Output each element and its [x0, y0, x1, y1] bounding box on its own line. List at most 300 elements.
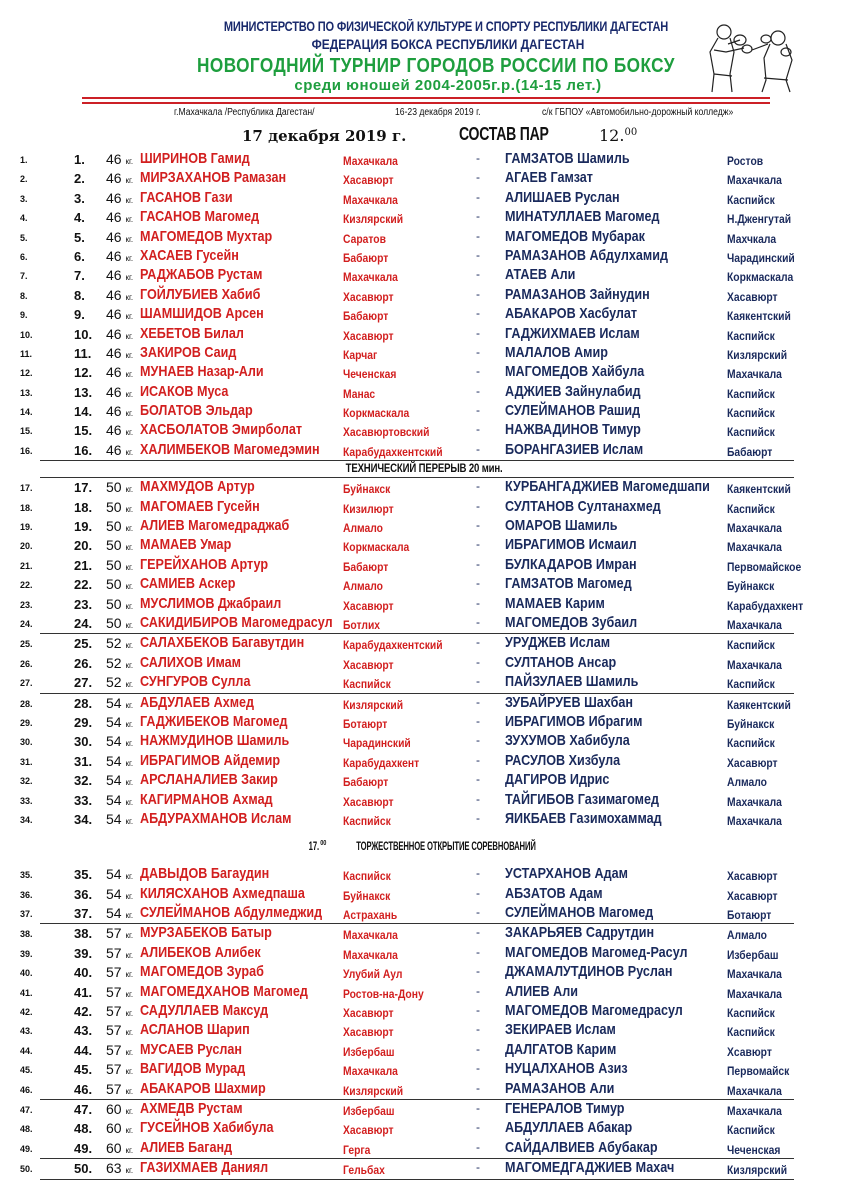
bout-row	[0, 865, 848, 884]
red-corner-boxer: ХАСБОЛАТОВ Эмирболат	[140, 421, 303, 439]
bout-number: 12.	[74, 365, 93, 381]
blue-corner-boxer: ИБРАГИМОВ Исмаил	[505, 536, 637, 554]
bout-row	[0, 208, 848, 227]
red-corner-boxer: ГЕРЕЙХАНОВ Артур	[140, 555, 269, 573]
versus-dash: -	[476, 791, 480, 806]
weight-class: 46 кг.	[106, 189, 134, 206]
bout-index: 27.	[20, 678, 33, 689]
blue-corner-city: Махачкала	[727, 367, 782, 382]
blue-corner-boxer: ЗАКАРЬЯЕВ Садрутдин	[505, 924, 655, 942]
versus-dash: -	[476, 1120, 480, 1135]
blue-corner-city: Каспийск	[727, 736, 775, 751]
blue-corner-boxer: МАГОМЕДОВ Хайбула	[505, 363, 645, 381]
bout-row	[0, 556, 848, 575]
red-corner-city: Коркмаскала	[343, 406, 410, 421]
blue-corner-city: Каякентский	[727, 697, 791, 712]
red-corner-boxer: МУСЛИМОВ Джабраил	[140, 594, 282, 612]
blue-corner-boxer: МАГОМЕДГАДЖИЕВ Махач	[505, 1159, 675, 1177]
bout-row	[0, 536, 848, 555]
weight-class: 50 кг.	[106, 498, 134, 515]
weight-class: 52 кг.	[106, 635, 134, 652]
red-corner-city: Хасавюрт	[343, 328, 394, 343]
weight-class: 57 кг.	[106, 1003, 134, 1020]
red-corner-boxer: МУНАЕВ Назар-Али	[140, 363, 264, 381]
bout-number: 3.	[74, 190, 85, 206]
bout-number: 20.	[74, 538, 93, 554]
weight-class: 63 кг.	[106, 1160, 134, 1177]
red-corner-city: Ростов-на-Дону	[343, 986, 424, 1001]
weight-class: 54 кг.	[106, 905, 134, 922]
red-corner-city: Избербаш	[343, 1103, 395, 1118]
bout-index: 40.	[20, 968, 33, 979]
blue-corner-boxer: МИНАТУЛЛАЕВ Магомед	[505, 208, 660, 226]
versus-dash: -	[476, 286, 480, 301]
red-corner-boxer: ГАЗИХМАЕВ Даниял	[140, 1159, 269, 1177]
blue-corner-boxer: УСТАРХАНОВ Адам	[505, 865, 628, 883]
red-corner-city: Хасавюрт	[343, 1123, 394, 1138]
bout-number: 2.	[74, 171, 85, 187]
weight-class: 46 кг.	[106, 364, 134, 381]
blue-corner-boxer: НУЦАЛХАНОВ Азиз	[505, 1060, 628, 1078]
page-title: СОСТАВ ПАР	[459, 124, 549, 144]
blue-corner-boxer: АТАЕВ Али	[505, 266, 576, 284]
red-corner-boxer: КАГИРМАНОВ Ахмад	[140, 790, 273, 808]
blue-corner-boxer: МАГОМЕДОВ Магомед-Расул	[505, 943, 688, 961]
versus-dash: -	[476, 306, 480, 321]
blue-corner-boxer: ГАДЖИХМАЕВ Ислам	[505, 324, 640, 342]
blue-corner-city: Хасавюрт	[727, 869, 778, 884]
weight-class: 60 кг.	[106, 1120, 134, 1137]
bout-number: 34.	[74, 811, 93, 827]
blue-corner-city: Коркмаскала	[727, 270, 794, 285]
red-corner-city: Коркмаскала	[343, 540, 410, 555]
blue-corner-boxer: ДЖАМАЛУТДИНОВ Руслан	[505, 963, 673, 981]
weight-divider	[40, 1179, 794, 1180]
bout-index: 34.	[20, 814, 33, 825]
versus-dash: -	[476, 1061, 480, 1076]
event-dates: 16-23 декабря 2019 г.	[395, 107, 481, 118]
versus-dash: -	[476, 518, 480, 533]
blue-corner-boxer: ГЕНЕРАЛОВ Тимур	[505, 1099, 625, 1117]
federation-title: ФЕДЕРАЦИЯ БОКСА РЕСПУБЛИКИ ДАГЕСТАН	[311, 36, 585, 52]
red-corner-city: Махачкала	[343, 1064, 398, 1079]
red-corner-city: Хасавюрт	[343, 657, 394, 672]
red-corner-boxer: МИРЗАХАНОВ Рамазан	[140, 169, 287, 187]
bout-index: 11.	[20, 348, 33, 359]
blue-corner-boxer: АДЖИЕВ Зайнулабид	[505, 382, 641, 400]
blue-corner-boxer: ЗЕКИРАЕВ Ислам	[505, 1021, 616, 1039]
bout-row	[0, 498, 848, 517]
weight-class: 54 кг.	[106, 752, 134, 769]
red-corner-boxer: ШИРИНОВ Гамид	[140, 150, 250, 167]
bout-index: 50.	[20, 1164, 33, 1175]
bout-number: 43.	[74, 1023, 93, 1039]
bout-index: 14.	[20, 407, 33, 418]
red-corner-boxer: КИЛЯСХАНОВ Ахмедпаша	[140, 884, 305, 902]
opening-ceremony-text: 17.00 ТОРЖЕСТВЕННОЕ ОТКРЫТИЕ СОРЕВНОВАНИЙ	[308, 839, 537, 854]
red-corner-boxer: ГАДЖИБЕКОВ Магомед	[140, 712, 288, 730]
bout-number: 40.	[74, 965, 93, 981]
weight-class: 52 кг.	[106, 654, 134, 671]
versus-dash: -	[476, 654, 480, 669]
bout-number: 33.	[74, 792, 93, 808]
bout-row	[0, 441, 848, 460]
bout-number: 18.	[74, 499, 93, 515]
red-corner-boxer: АЛИЕВ Баганд	[140, 1138, 233, 1156]
blue-corner-city: Хасавюрт	[727, 755, 778, 770]
red-corner-city: Карабудахкентский	[343, 444, 443, 459]
versus-dash: -	[476, 403, 480, 418]
bout-row	[0, 1002, 848, 1021]
bout-row	[0, 478, 848, 497]
blue-corner-city: Каспийск	[727, 328, 775, 343]
versus-dash: -	[476, 209, 480, 224]
versus-dash: -	[476, 170, 480, 185]
bout-number: 45.	[74, 1062, 93, 1078]
blue-corner-boxer: АЛИЕВ Али	[505, 982, 579, 1000]
versus-dash: -	[476, 614, 480, 629]
red-corner-city: Бабаюрт	[343, 775, 389, 790]
weight-class: 54 кг.	[106, 713, 134, 730]
schedule-title-row	[0, 122, 848, 146]
blue-corner-boxer: БОРАНГАЗИЕВ Ислам	[505, 440, 644, 458]
weight-class: 46 кг.	[106, 306, 134, 323]
weight-class: 46 кг.	[106, 286, 134, 303]
red-corner-boxer: АРСЛАНАЛИЕВ Закир	[140, 771, 278, 789]
blue-corner-boxer: СУЛТАНОВ Ансар	[505, 653, 617, 671]
red-corner-city: Ботаюрт	[343, 716, 388, 731]
bout-number: 14.	[74, 404, 93, 420]
bout-row	[0, 150, 848, 169]
blue-corner-boxer: МАМАЕВ Карим	[505, 594, 605, 612]
red-corner-boxer: АСЛАНОВ Шарип	[140, 1021, 250, 1039]
bout-number: 4.	[74, 210, 85, 226]
blue-corner-city: Каспийск	[727, 1123, 775, 1138]
weight-class: 46 кг.	[106, 403, 134, 420]
versus-dash: -	[476, 1139, 480, 1154]
bout-index: 2.	[20, 174, 28, 185]
weight-class: 46 кг.	[106, 267, 134, 284]
blue-corner-city: Каякентский	[727, 482, 791, 497]
weight-class: 50 кг.	[106, 479, 134, 496]
red-corner-boxer: ГУСЕЙНОВ Хабибула	[140, 1119, 274, 1137]
red-corner-boxer: ХЕБЕТОВ Билал	[140, 324, 244, 342]
bout-row	[0, 383, 848, 402]
bout-row	[0, 595, 848, 614]
bout-number: 19.	[74, 519, 93, 535]
versus-dash: -	[476, 556, 480, 571]
bout-row	[0, 924, 848, 943]
bout-number: 10.	[74, 326, 93, 342]
red-corner-city: Кизлярский	[343, 212, 404, 227]
bout-number: 47.	[74, 1101, 93, 1117]
blue-corner-city: Махачкала	[727, 540, 782, 555]
blue-corner-city: Буйнакск	[727, 579, 775, 594]
blue-corner-boxer: ДАЛГАТОВ Карим	[505, 1040, 617, 1058]
blue-corner-city: Махачкала	[727, 657, 782, 672]
blue-corner-city: Махчкала	[727, 231, 777, 246]
blue-corner-city: Первомайское	[727, 559, 802, 574]
blue-corner-boxer: РАМАЗАНОВ Абдулхамид	[505, 246, 668, 264]
red-corner-city: Герга	[343, 1142, 371, 1157]
blue-corner-boxer: ИБРАГИМОВ Ибрагим	[505, 712, 643, 730]
blue-corner-boxer: БУЛКАДАРОВ Имран	[505, 555, 637, 573]
bout-row	[0, 1021, 848, 1040]
bout-index: 47.	[20, 1104, 33, 1115]
red-corner-boxer: ХАЛИМБЕКОВ Магомедэмин	[140, 440, 320, 458]
bout-index: 31.	[20, 756, 33, 767]
blue-corner-city: Первомайск	[727, 1064, 790, 1079]
versus-dash: -	[476, 674, 480, 689]
red-corner-boxer: РАДЖАБОВ Рустам	[140, 266, 263, 284]
versus-dash: -	[476, 1100, 480, 1115]
blue-corner-city: Каспийск	[727, 406, 775, 421]
red-corner-city: Хасавюрт	[343, 794, 394, 809]
red-corner-boxer: АЛИЕВ Магомедраджаб	[140, 517, 290, 535]
bout-row	[0, 694, 848, 713]
weight-class: 54 кг.	[106, 772, 134, 789]
bout-row	[0, 752, 848, 771]
bout-number: 44.	[74, 1042, 93, 1058]
bout-row	[0, 517, 848, 536]
opening-ceremony-note	[0, 829, 848, 865]
red-corner-city: Махачкала	[343, 928, 398, 943]
versus-dash: -	[476, 595, 480, 610]
blue-corner-boxer: РАСУЛОВ Хизбула	[505, 751, 621, 769]
bout-row	[0, 810, 848, 829]
red-corner-city: Хасавюрт	[343, 289, 394, 304]
bout-number: 13.	[74, 384, 93, 400]
bout-index: 7.	[20, 271, 28, 282]
weight-class: 46 кг.	[106, 422, 134, 439]
bout-number: 36.	[74, 886, 93, 902]
weight-class: 60 кг.	[106, 1139, 134, 1156]
versus-dash: -	[476, 364, 480, 379]
blue-corner-city: Буйнакск	[727, 716, 775, 731]
bout-row	[0, 673, 848, 692]
blue-corner-boxer: ТАЙГИБОВ Газимагомед	[505, 790, 659, 808]
blue-corner-city: Махачкала	[727, 794, 782, 809]
versus-dash: -	[476, 885, 480, 900]
blue-corner-boxer: МАГОМЕДОВ Зубаил	[505, 613, 638, 631]
red-corner-boxer: ГАСАНОВ Магомед	[140, 208, 260, 226]
blue-corner-city: Чеченская	[727, 1142, 781, 1157]
blue-corner-boxer: НАЖВАДИНОВ Тимур	[505, 421, 641, 439]
weight-class: 57 кг.	[106, 1041, 134, 1058]
bout-index: 33.	[20, 795, 33, 806]
red-corner-city: Саратов	[343, 231, 386, 246]
red-corner-boxer: АЛИБЕКОВ Алибек	[140, 943, 261, 961]
versus-dash: -	[476, 925, 480, 940]
weight-class: 46 кг.	[106, 209, 134, 226]
bout-index: 3.	[20, 193, 28, 204]
versus-dash: -	[476, 498, 480, 513]
versus-dash: -	[476, 383, 480, 398]
red-corner-boxer: МАГОМЕДОВ Зураб	[140, 963, 264, 981]
red-corner-city: Каспийск	[343, 869, 391, 884]
bout-number: 11.	[74, 345, 92, 361]
red-corner-boxer: АБДУРАХМАНОВ Ислам	[140, 809, 292, 827]
bout-index: 21.	[20, 560, 33, 571]
versus-dash: -	[476, 713, 480, 728]
red-corner-city: Каспийск	[343, 677, 391, 692]
red-corner-city: Бабаюрт	[343, 250, 389, 265]
red-corner-boxer: МАГОМАЕВ Гусейн	[140, 497, 260, 515]
bout-index: 35.	[20, 870, 33, 881]
bout-number: 48.	[74, 1121, 93, 1137]
versus-dash: -	[476, 944, 480, 959]
blue-corner-boxer: АБАКАРОВ Хасбулат	[505, 305, 638, 323]
versus-dash: -	[476, 151, 480, 165]
blue-corner-boxer: ЗУБАЙРУЕВ Шахбан	[505, 693, 633, 711]
weight-class: 46 кг.	[106, 247, 134, 264]
bout-row	[0, 963, 848, 982]
weight-class: 50 кг.	[106, 614, 134, 631]
red-corner-city: Гельбах	[343, 1163, 385, 1178]
blue-corner-boxer: СУЛЕЙМАНОВ Магомед	[505, 904, 654, 922]
bout-number: 30.	[74, 734, 93, 750]
bout-index: 15.	[20, 426, 33, 437]
blue-corner-city: Махачкала	[727, 1103, 782, 1118]
weight-class: 50 кг.	[106, 576, 134, 593]
technical-break-text: ТЕХНИЧЕСКИЙ ПЕРЕРЫВ 20 мин.	[345, 461, 503, 476]
red-corner-city: Буйнакск	[343, 482, 391, 497]
red-corner-city: Чеченская	[343, 367, 397, 382]
blue-corner-city: Ростов	[727, 154, 764, 168]
red-corner-boxer: ВАГИДОВ Мурад	[140, 1060, 246, 1078]
bout-row	[0, 228, 848, 247]
bout-number: 38.	[74, 926, 93, 942]
bout-number: 50.	[74, 1161, 93, 1177]
weight-class: 54 кг.	[106, 885, 134, 902]
blue-corner-city: Хасавюрт	[727, 888, 778, 903]
blue-corner-city: Хсавюрт	[727, 1044, 772, 1059]
bout-row	[0, 944, 848, 963]
blue-corner-city: Махачкала	[727, 1083, 782, 1098]
weight-class: 50 кг.	[106, 518, 134, 535]
weight-class: 46 кг.	[106, 344, 134, 361]
header-rule-top	[82, 97, 770, 99]
versus-dash: -	[476, 189, 480, 204]
bout-index: 1.	[20, 155, 28, 165]
bout-number: 9.	[74, 307, 85, 323]
bout-number: 42.	[74, 1004, 93, 1020]
bout-number: 31.	[74, 753, 93, 769]
boxers-illustration-icon	[700, 22, 806, 94]
red-corner-boxer: САМИЕВ Аскер	[140, 575, 236, 593]
bout-row	[0, 344, 848, 363]
versus-dash: -	[476, 247, 480, 262]
bout-row	[0, 771, 848, 790]
blue-corner-city: Бабаюрт	[727, 444, 773, 459]
blue-corner-boxer: САЙДАЛВИЕВ Абубакар	[505, 1138, 658, 1156]
red-corner-city: Махачкала	[343, 270, 398, 285]
bout-index: 16.	[20, 445, 33, 456]
red-corner-city: Махачкала	[343, 192, 398, 207]
weight-class: 50 кг.	[106, 537, 134, 554]
ministry-title: МИНИСТЕРСТВО ПО ФИЗИЧЕСКОЙ КУЛЬТУРЕ И СПОРТУ РЕСПУБЛИКИ ДАГЕСТАН	[223, 19, 669, 34]
blue-corner-city: Карабудахкент	[727, 598, 804, 613]
red-corner-boxer: ХАСАЕВ Гусейн	[140, 246, 239, 264]
bout-number: 46.	[74, 1081, 93, 1097]
bout-number: 23.	[74, 596, 93, 612]
versus-dash: -	[476, 325, 480, 340]
red-corner-city: Карчаг	[343, 347, 378, 362]
bout-row	[0, 732, 848, 751]
bout-index: 29.	[20, 717, 33, 728]
red-corner-city: Бабаюрт	[343, 559, 389, 574]
red-corner-city: Хасавюрт	[343, 173, 394, 188]
blue-corner-boxer: РАМАЗАНОВ Али	[505, 1079, 615, 1097]
blue-corner-city: Махачкала	[727, 173, 782, 188]
weight-class: 57 кг.	[106, 1022, 134, 1039]
bout-number: 28.	[74, 695, 93, 711]
blue-corner-city: Н.Дженгутай	[727, 212, 792, 227]
weight-class: 46 кг.	[106, 151, 134, 167]
versus-dash: -	[476, 905, 480, 920]
bout-row	[0, 286, 848, 305]
weight-class: 54 кг.	[106, 791, 134, 808]
blue-corner-boxer: РАМАЗАНОВ Зайнудин	[505, 285, 650, 303]
blue-corner-boxer: ПАЙЗУЛАЕВ Шамиль	[505, 673, 639, 691]
red-corner-city: Хасавюрт	[343, 1006, 394, 1021]
weight-class: 50 кг.	[106, 556, 134, 573]
red-corner-city: Астрахань	[343, 908, 398, 923]
bout-index: 17.	[20, 483, 33, 494]
weight-class: 60 кг.	[106, 1100, 134, 1117]
red-corner-city: Махачкала	[343, 947, 398, 962]
red-corner-boxer: САЛАХБЕКОВ Багавутдин	[140, 634, 305, 652]
blue-corner-city: Каякентский	[727, 309, 791, 324]
weight-class: 50 кг.	[106, 595, 134, 612]
bout-row	[0, 1041, 848, 1060]
bout-number: 27.	[74, 675, 93, 691]
weight-class: 46 кг.	[106, 383, 134, 400]
weight-class: 57 кг.	[106, 1061, 134, 1078]
bout-number: 16.	[74, 442, 93, 458]
bout-number: 7.	[74, 268, 85, 284]
blue-corner-boxer: ОМАРОВ Шамиль	[505, 517, 618, 535]
red-corner-city: Кизилюрт	[343, 501, 394, 516]
red-corner-boxer: МАГОМЕДХАНОВ Магомед	[140, 982, 308, 1000]
bout-number: 25.	[74, 636, 93, 652]
bout-row	[0, 247, 848, 266]
bout-row	[0, 634, 848, 653]
bout-number: 29.	[74, 714, 93, 730]
blue-corner-boxer: ЯИКБАЕВ Газимохаммад	[505, 809, 662, 827]
versus-dash: -	[476, 1022, 480, 1037]
bout-index: 23.	[20, 599, 33, 610]
bout-index: 45.	[20, 1065, 33, 1076]
versus-dash: -	[476, 1080, 480, 1095]
versus-dash: -	[476, 441, 480, 456]
bout-number: 21.	[74, 557, 93, 573]
bout-row	[0, 325, 848, 344]
weight-class: 57 кг.	[106, 1080, 134, 1097]
bout-number: 22.	[74, 577, 93, 593]
bout-index: 36.	[20, 889, 33, 900]
red-corner-city: Хасавюрт	[343, 598, 394, 613]
red-corner-boxer: БОЛАТОВ Эльдар	[140, 402, 253, 420]
bout-index: 37.	[20, 909, 33, 920]
bout-row	[0, 575, 848, 594]
bout-index: 48.	[20, 1124, 33, 1135]
blue-corner-boxer: АЛИШАЕВ Руслан	[505, 188, 620, 206]
bout-number: 15.	[74, 423, 93, 439]
versus-dash: -	[476, 772, 480, 787]
red-corner-boxer: МАМАЕВ Умар	[140, 536, 232, 554]
weight-class: 46 кг.	[106, 170, 134, 187]
